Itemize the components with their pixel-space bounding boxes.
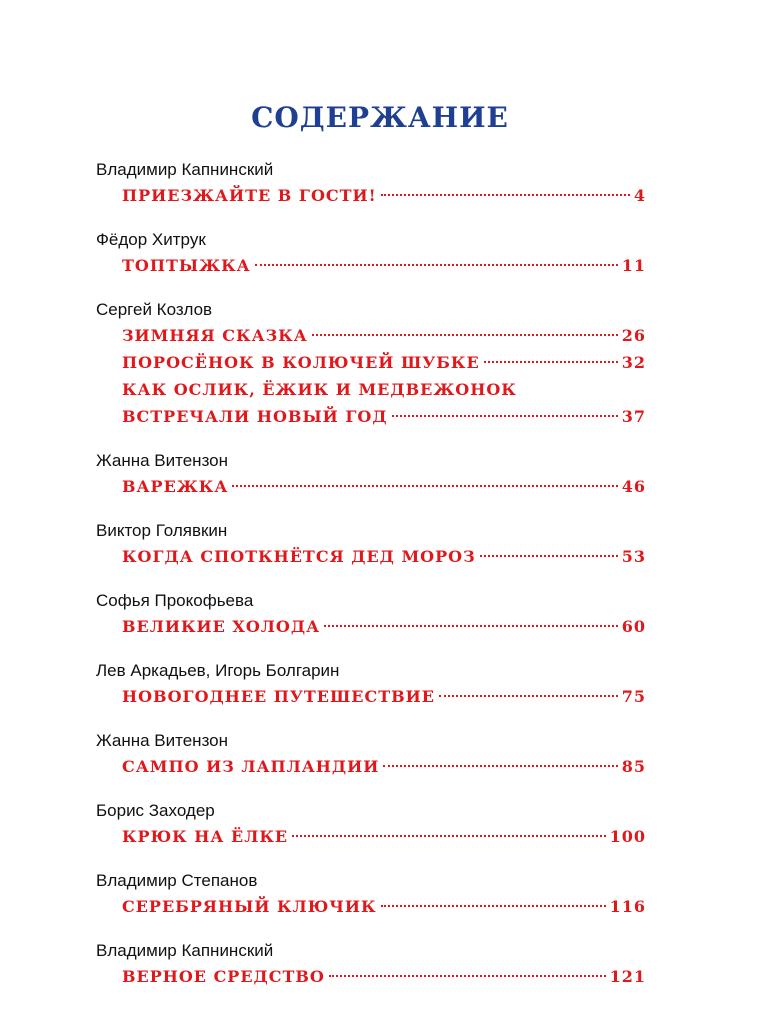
story-link[interactable] [122,963,646,990]
story-title: НОВОГОДНЕЕ ПУТЕШЕСТВИЕ [122,687,435,706]
toc-entry [96,729,646,780]
author-name: Владимир Степанов [96,871,258,890]
dot-leader [381,194,630,196]
story-title: КАК ОСЛИК, ЁЖИК И МЕДВЕЖОНОК [122,380,517,399]
story-link[interactable] [122,543,646,570]
toc-entry [96,589,646,640]
dot-leader [255,264,618,266]
story-title: ВЕРНОЕ СРЕДСТВО [122,967,325,986]
table-of-contents [96,158,646,1009]
story-title: ТОПТЫЖКА [122,256,251,275]
page-number: 53 [621,547,646,566]
story-link[interactable] [122,823,646,850]
page-number: 37 [621,407,646,426]
page-number: 85 [621,757,646,776]
story-link[interactable] [122,613,646,640]
author-name: Борис Заходер [96,801,215,820]
author-name: Жанна Витензон [96,731,229,750]
story-title: СЕРЕБРЯНЫЙ КЛЮЧИК [122,897,377,916]
toc-entry [96,659,646,710]
page-number: 46 [621,477,646,496]
story-title: КРЮК НА ЁЛКЕ [122,827,289,846]
dot-leader [381,905,606,907]
author-name: Жанна Витензон [96,451,229,470]
story-link[interactable] [122,252,646,279]
author-name: Владимир Капнинский [96,941,274,960]
page-number: 60 [621,617,646,636]
dot-leader [480,555,618,557]
page-number: 32 [621,353,646,372]
story-link[interactable] [122,683,646,710]
dot-leader [392,415,618,417]
toc-entry [96,799,646,850]
dot-leader [439,695,618,697]
story-title: ПОРОСЁНОК В КОЛЮЧЕЙ ШУБКЕ [122,353,480,372]
toc-entry [96,449,646,500]
author-name: Лев Аркадьев, Игорь Болгарин [96,661,340,680]
story-title: ЗИМНЯЯ СКАЗКА [122,326,308,345]
story-title-first-line[interactable] [122,376,646,403]
story-link[interactable] [122,893,646,920]
author-name: Софья Прокофьева [96,591,254,610]
toc-entry [96,939,646,990]
page-number: 100 [609,827,646,846]
story-link[interactable] [122,182,646,209]
page-number: 26 [621,326,646,345]
toc-entry [96,519,646,570]
page-title: СОДЕРЖАНИЕ [251,101,509,134]
story-title: ПРИЕЗЖАЙТЕ В ГОСТИ! [122,186,377,205]
story-link[interactable] [122,349,646,376]
toc-entry [96,158,646,209]
dot-leader [292,835,605,837]
toc-entry [96,228,646,279]
story-link[interactable] [122,473,646,500]
dot-leader [329,975,606,977]
toc-entry [96,298,646,430]
story-title: САМПО ИЗ ЛАПЛАНДИИ [122,757,380,776]
story-link[interactable] [122,403,646,430]
page-number: 116 [609,897,646,916]
author-name: Фёдор Хитрук [96,230,206,249]
dot-leader [232,485,617,487]
dot-leader [484,361,618,363]
dot-leader [312,334,618,336]
author-name: Сергей Козлов [96,300,213,319]
author-name: Виктор Голявкин [96,521,228,540]
dot-leader [324,625,618,627]
page-number: 4 [633,186,646,205]
toc-entry [96,869,646,920]
page-number: 11 [621,256,646,275]
dot-leader [383,765,617,767]
story-title: ВСТРЕЧАЛИ НОВЫЙ ГОД [122,407,388,426]
page-number: 75 [621,687,646,706]
story-title: КОГДА СПОТКНЁТСЯ ДЕД МОРОЗ [122,547,476,566]
page-number: 121 [609,967,646,986]
story-title: ВАРЕЖКА [122,477,229,496]
story-title: ВЕЛИКИЕ ХОЛОДА [122,617,321,636]
story-link[interactable] [122,322,646,349]
author-name: Владимир Капнинский [96,160,274,179]
story-link[interactable] [122,753,646,780]
